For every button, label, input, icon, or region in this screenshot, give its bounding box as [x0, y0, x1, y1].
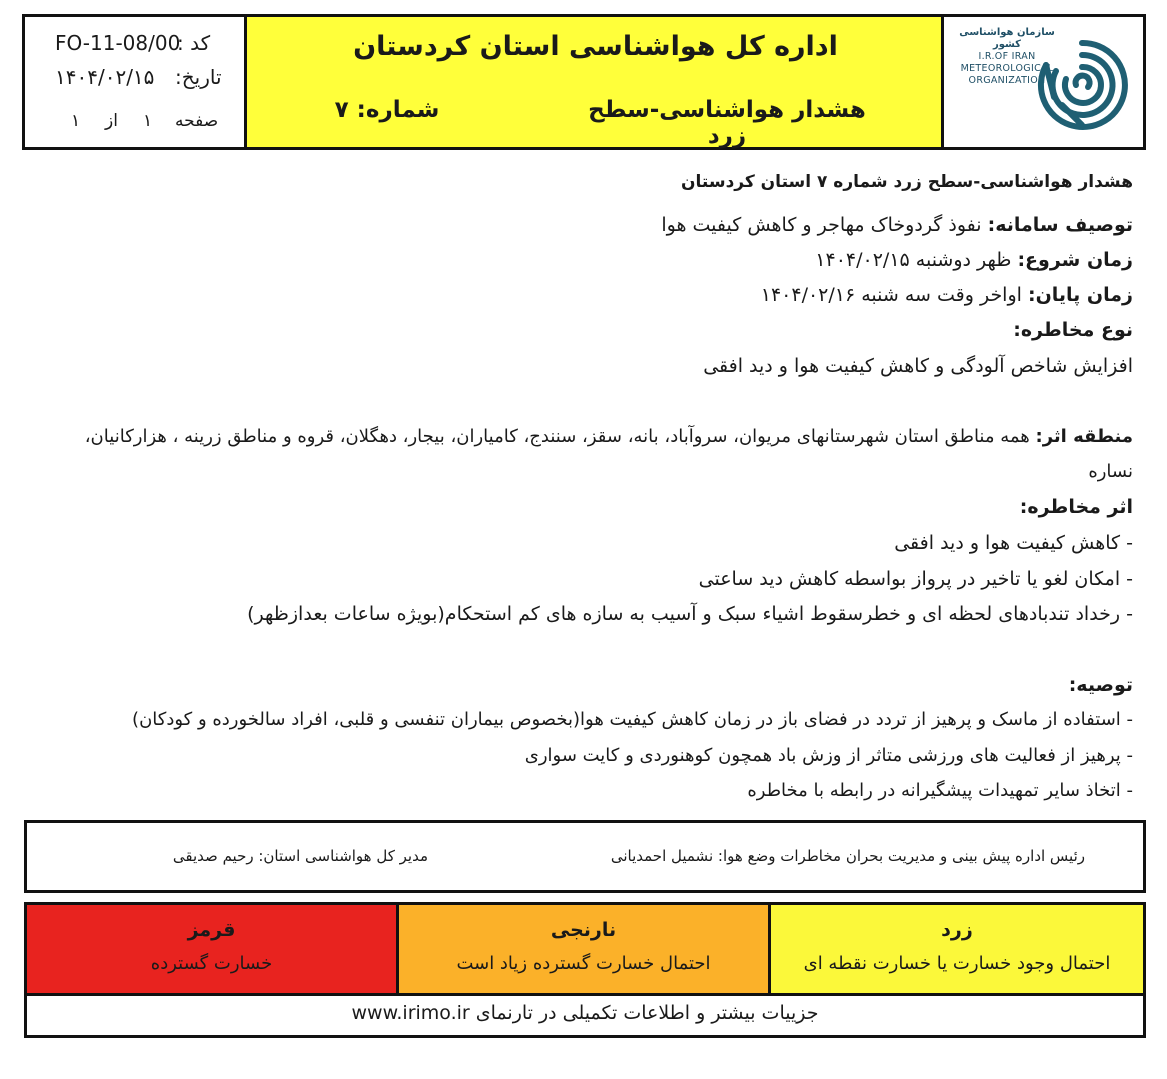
level-orange: [399, 905, 771, 993]
area-label: منطقه اثر:: [1035, 426, 1133, 447]
system-description: [661, 214, 1133, 236]
bulletin-subtitle: هشدار هواشناسی-سطح زرد شماره ۷ استان کردستان: [681, 172, 1133, 192]
hazard-type-heading: [1013, 319, 1133, 341]
level-yellow: [771, 905, 1143, 993]
code-value: FO-11-08/00: [55, 31, 181, 55]
advice-heading: [1069, 674, 1133, 696]
forecast-head-signature: رئیس اداره پیش بینی و مدیریت بحران مخاطرات وضع هوا: نشمیل احمدیانی: [610, 847, 1085, 865]
logo-persian-name: سازمان هواشناسی کشور: [959, 27, 1055, 50]
footer-row: [27, 993, 1143, 1035]
logo-english-line1: I.R.OF IRAN: [978, 51, 1036, 62]
level-yellow-name: زرد: [941, 919, 973, 941]
logo-english-line2: METEOROLOGICAL: [960, 63, 1054, 74]
level-red-name: قرمز: [187, 919, 236, 941]
effect-item: - رخداد تندبادهای لحظه ای و خطرسقوط اشیاء سبک و آسیب به سازه های کم استحکام(بویژه ساعات بعدازظهر): [247, 603, 1133, 625]
logo-english-line3: ORGANIZATION: [968, 75, 1046, 86]
page-of: از: [105, 111, 118, 131]
organization-title: اداره کل هواشناسی استان کردستان: [353, 31, 838, 62]
warning-levels-legend: [24, 902, 1146, 1038]
area-value: همه مناطق استان شهرستانهای مریوان، سروآباد، بانه، سقز، سنندج، کامیاران، بیجار، دهگلان، قروه و مناطق زرینه ، هزارکانیان،: [84, 426, 1036, 447]
warning-number: شماره: ۷: [334, 97, 440, 123]
code-label: کد :: [177, 31, 211, 55]
end-value: اواخر وقت سه شنبه ۱۴۰۴/۰۲/۱۶: [760, 284, 1028, 306]
start-time: [815, 249, 1133, 271]
effects-label: اثر مخاطره:: [1019, 496, 1133, 518]
advice-item: - استفاده از ماسک و پرهیز از تردد در فضای باز در زمان کاهش کیفیت هوا(بخصوص بیماران تنفسی و قلبی، افراد سالخورده و کودکان): [132, 709, 1133, 730]
hazard-type-value: افزایش شاخص آلودگی و کاهش کیفیت هوا و دید افقی: [703, 355, 1133, 377]
system-value: نفوذ گردوخاک مهاجر و کاهش کیفیت هوا: [661, 214, 988, 236]
start-label: زمان شروع:: [1017, 249, 1133, 271]
start-value: ظهر دوشنبه ۱۴۰۴/۰۲/۱۵: [815, 249, 1018, 271]
effect-item: - کاهش کیفیت هوا و دید افقی: [894, 532, 1133, 554]
warning-title: هشدار هواشناسی-سطح زرد: [588, 97, 866, 149]
advice-item: - اتخاذ سایر تمهیدات پیشگیرانه در رابطه با مخاطره: [747, 780, 1133, 801]
end-time: [761, 284, 1133, 306]
end-label: زمان پایان:: [1027, 284, 1133, 306]
signatures-box: [24, 820, 1146, 893]
level-orange-description: احتمال خسارت گسترده زیاد است: [456, 953, 711, 974]
header-title-panel: [247, 17, 944, 147]
level-red-description: خسارت گسترده: [150, 953, 273, 974]
system-label: توصیف سامانه:: [987, 214, 1133, 236]
document-meta-box: [25, 17, 247, 147]
affected-area: [85, 426, 1133, 447]
level-red: [27, 905, 399, 993]
advice-item: - پرهیز از فعالیت های ورزشی متاثر از وزش باد همچون کوهنوردی و کایت سواری: [524, 745, 1133, 766]
effects-heading: [1020, 496, 1133, 518]
hazard-type-label: نوع مخاطره:: [1013, 319, 1133, 341]
level-orange-name: نارنجی: [550, 919, 617, 941]
website-note: جزییات بیشتر و اطلاعات تکمیلی در تارنمای www.irimo.ir: [351, 1002, 819, 1024]
logo-panel: [944, 17, 1143, 147]
document-header: [22, 14, 1146, 150]
date-value: ۱۴۰۴/۰۲/۱۵: [55, 65, 155, 89]
meteorological-organization-logo-icon: [1032, 35, 1132, 135]
director-signature: مدیر کل هواشناسی استان: رحیم صدیقی: [172, 847, 428, 865]
page-number: ۱: [143, 111, 153, 131]
affected-area-continued: نساره: [1088, 461, 1133, 482]
advice-label: توصیه:: [1068, 674, 1133, 696]
page-total: ۱: [71, 111, 81, 131]
page-label: صفحه: [175, 111, 219, 131]
date-label: تاریخ:: [175, 65, 222, 89]
effect-item: - امکان لغو یا تاخیر در پرواز بواسطه کاهش دید ساعتی: [698, 568, 1133, 590]
level-yellow-description: احتمال وجود خسارت یا خسارت نقطه ای: [803, 953, 1111, 974]
